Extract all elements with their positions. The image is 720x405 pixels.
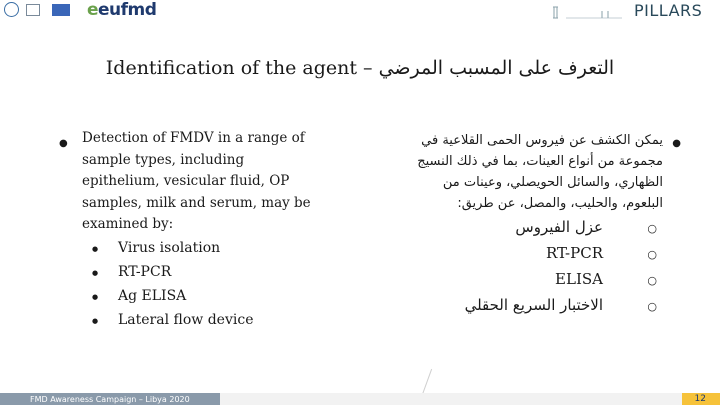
pillars-logo: PILLARS xyxy=(634,1,703,20)
eufmd-logo: eeufmd xyxy=(87,0,157,20)
list-item: ● Virus isolation xyxy=(82,236,324,260)
sub-bullet-icon: ○ xyxy=(647,222,657,235)
sub-bullet-icon: ● xyxy=(92,316,99,325)
slide-title: Identification of the agent – التعرف على المسبب المرضي xyxy=(105,57,615,79)
sub-bullet-icon: ● xyxy=(92,268,99,277)
arabic-column xyxy=(408,130,681,318)
bullet-icon: ● xyxy=(672,138,681,149)
list-item: ● Lateral flow device xyxy=(82,308,324,332)
arabic-methods-list xyxy=(408,214,663,318)
pillars-columns-icon xyxy=(552,3,627,19)
list-item: ● RT-PCR xyxy=(82,260,324,284)
footer xyxy=(0,393,720,405)
english-methods-list xyxy=(62,236,324,332)
fao-logo-icon xyxy=(4,2,19,17)
english-intro: Detection of FMDV in a range of sample types, including epithelium, vesicular fluid, OP samples, milk and serum, may be examined by: xyxy=(82,130,311,232)
list-item: ○ ELISA xyxy=(408,266,629,292)
list-item: ○ عزل الفيروس xyxy=(408,214,629,240)
eu-flag-icon xyxy=(52,4,70,16)
arabic-intro: يمكن الكشف عن فيروس الحمى القلاعية في مجموعة من أنواع العينات، بما في ذلك النسيج الظهاري، والسائل الحويصلي، وعينات من البلعوم، والحليب، والمصل، عن طريق: xyxy=(417,133,663,211)
list-item: ○ الاختبار السريع الحقلي xyxy=(408,292,629,318)
list-item: ○ RT-PCR xyxy=(408,240,629,266)
page-number: 12 xyxy=(694,394,706,404)
english-column xyxy=(59,128,324,332)
bullet-icon: ● xyxy=(59,138,68,149)
partner-logo-icon xyxy=(26,4,40,16)
sub-bullet-icon: ○ xyxy=(647,248,657,261)
sub-bullet-icon: ● xyxy=(92,292,99,301)
list-item: ● Ag ELISA xyxy=(82,284,324,308)
footer-campaign-text: FMD Awareness Campaign – Libya 2020 xyxy=(30,395,190,404)
sub-bullet-icon: ○ xyxy=(647,274,657,287)
sub-bullet-icon: ● xyxy=(92,244,99,253)
logo-bar xyxy=(0,0,720,22)
sub-bullet-icon: ○ xyxy=(647,300,657,313)
